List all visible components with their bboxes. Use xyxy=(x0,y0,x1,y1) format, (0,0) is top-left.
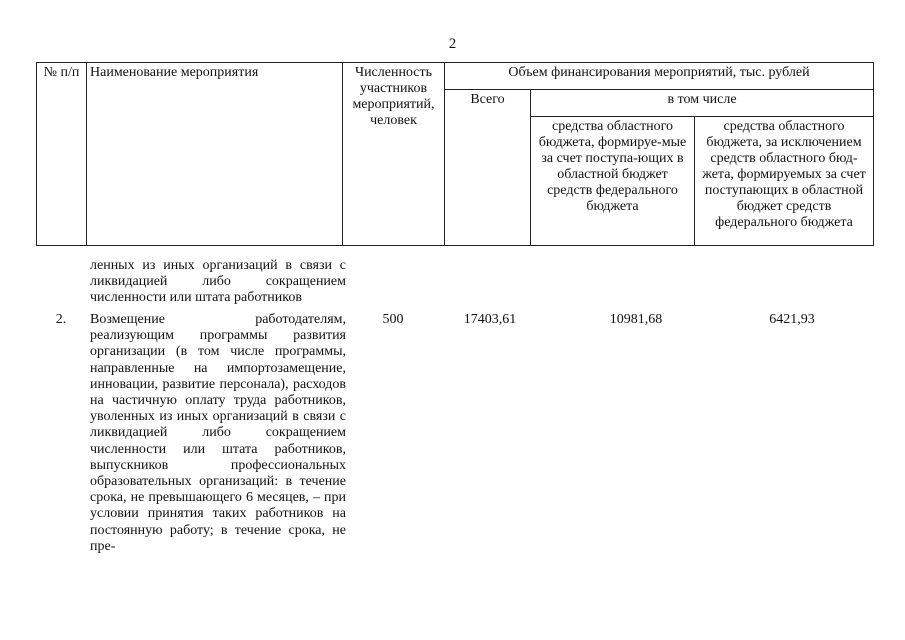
header-regional-only: средства областного бюджета, за исключением средств областного бюд-жета, формируемых за счет поступающих в областной бюджет средств федерального бюджета xyxy=(695,117,874,246)
header-participants: Численность участников мероприятий, человек xyxy=(343,63,445,246)
header-total: Всего xyxy=(445,90,531,246)
row-regional-only: 6421,93 xyxy=(769,312,815,327)
row-name: ленных из иных организаций в связи с ликвидацией либо сокращением численности или штата работников xyxy=(90,258,346,306)
table-row xyxy=(36,258,873,312)
header-fed-funded: средства областного бюджета, формируе-мые за счет поступа-ющих в областной бюджет средств федерального бюджета xyxy=(531,117,695,246)
header-funding: Объем финансирования мероприятий, тыс. рублей xyxy=(445,63,874,90)
table-body xyxy=(36,258,873,555)
table-row xyxy=(36,312,873,555)
page-number: 2 xyxy=(448,36,457,52)
table-header xyxy=(36,62,874,246)
row-fed-funded: 10981,68 xyxy=(609,312,663,327)
row-num: 2. xyxy=(55,312,67,327)
header-including: в том числе xyxy=(531,90,874,117)
header-num: № п/п xyxy=(37,63,87,246)
header-name: Наименование мероприятия xyxy=(87,63,343,246)
row-total: 17403,61 xyxy=(463,312,517,327)
row-participants: 500 xyxy=(382,312,404,327)
row-name: Возмещение работодателям, реализующим программы развития организации (в том числе программы, направленные на импортозамещение, инновации, развитие персонала), расходов на частичную оплату труда работников, уволенных из иных организаций в связи с ликвидацией либо сокращением численности или штата работников, выпускников профессиональных образовательных организаций: в течение срока, не превышающего 6 месяцев, – при условии принятия таких работников на постоянную работу; в течение срока, не пре- xyxy=(90,312,346,554)
